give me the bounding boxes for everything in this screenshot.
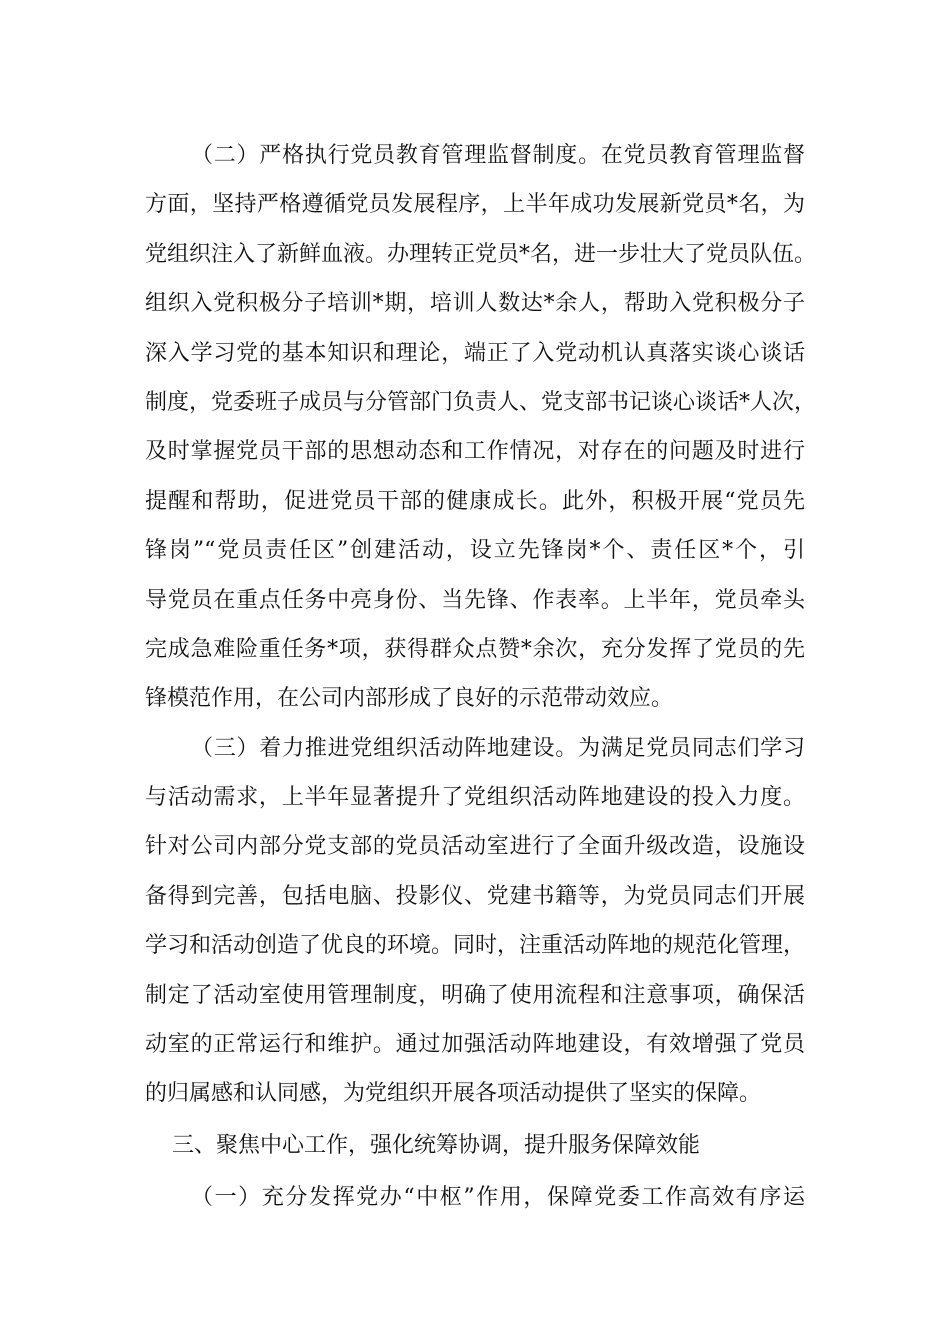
- text-line: 与活动需求，上半年显著提升了党组织活动阵地建设的投入力度。: [145, 785, 805, 811]
- text-line: 制度，党委班子成员与分管部门负责人、党支部书记谈心谈话*人次，: [145, 389, 817, 415]
- text-line: 的归属感和认同感，为党组织开展各项活动提供了坚实的保障。: [145, 1081, 762, 1107]
- text-line: 党组织注入了新鲜血液。办理转正党员*名，进一步壮大了党员队伍。: [145, 241, 817, 267]
- paragraph-activity-venue: [145, 724, 805, 1119]
- text-line: 深入学习党的基本知识和理论，端正了入党动机认真落实谈心谈话: [145, 340, 805, 366]
- section-heading: 三、聚焦中心工作，强化统筹协调，提升服务保障效能: [172, 1132, 701, 1158]
- text-line: 提醒和帮助，促进党员干部的健康成长。此外，积极开展“党员先: [145, 488, 805, 514]
- text-line: 动室的正常运行和维护。通过加强活动阵地建设，有效增强了党员: [145, 1032, 805, 1058]
- document-page: [145, 131, 817, 1222]
- text-line: 及时掌握党员干部的思想动态和工作情况，对存在的问题及时进行: [145, 439, 805, 465]
- paragraph-party-member-education: [145, 131, 817, 724]
- text-line: 完成急难险重任务*项，获得群众点赞*余次，充分发挥了党员的先: [145, 636, 805, 662]
- text-line: （三）着力推进党组织活动阵地建设。为满足党员同志们学习: [191, 735, 805, 761]
- text-line: 锋岗”“党员责任区”创建活动，设立先锋岗*个、责任区*个，引: [145, 538, 805, 564]
- text-line: 制定了活动室使用管理制度，明确了使用流程和注意事项，确保活: [145, 982, 805, 1008]
- text-line: 方面，坚持严格遵循党员发展程序，上半年成功发展新党员*名，为: [145, 192, 805, 218]
- text-line: （二）严格执行党员教育管理监督制度。在党员教育管理监督: [191, 143, 805, 168]
- text-line: 导党员在重点任务中亮身份、当先锋、作表率。上半年，党员牵头: [145, 587, 805, 613]
- text-line: 锋模范作用，在公司内部形成了良好的示范带动效应。: [145, 686, 674, 712]
- text-line: 组织入党积极分子培训*期，培训人数达*余人，帮助入党积极分子: [145, 291, 805, 317]
- text-line: 学习和活动创造了优良的环境。同时，注重活动阵地的规范化管理，: [145, 933, 806, 959]
- subsection-first-line: （一）充分发挥党办“中枢”作用，保障党委工作高效有序运: [191, 1184, 805, 1210]
- text-line: 备得到完善，包括电脑、投影仪、党建书籍等，为党员同志们开展: [145, 883, 805, 909]
- text-line: 针对公司内部分党支部的党员活动室进行了全面升级改造，设施设: [145, 834, 805, 860]
